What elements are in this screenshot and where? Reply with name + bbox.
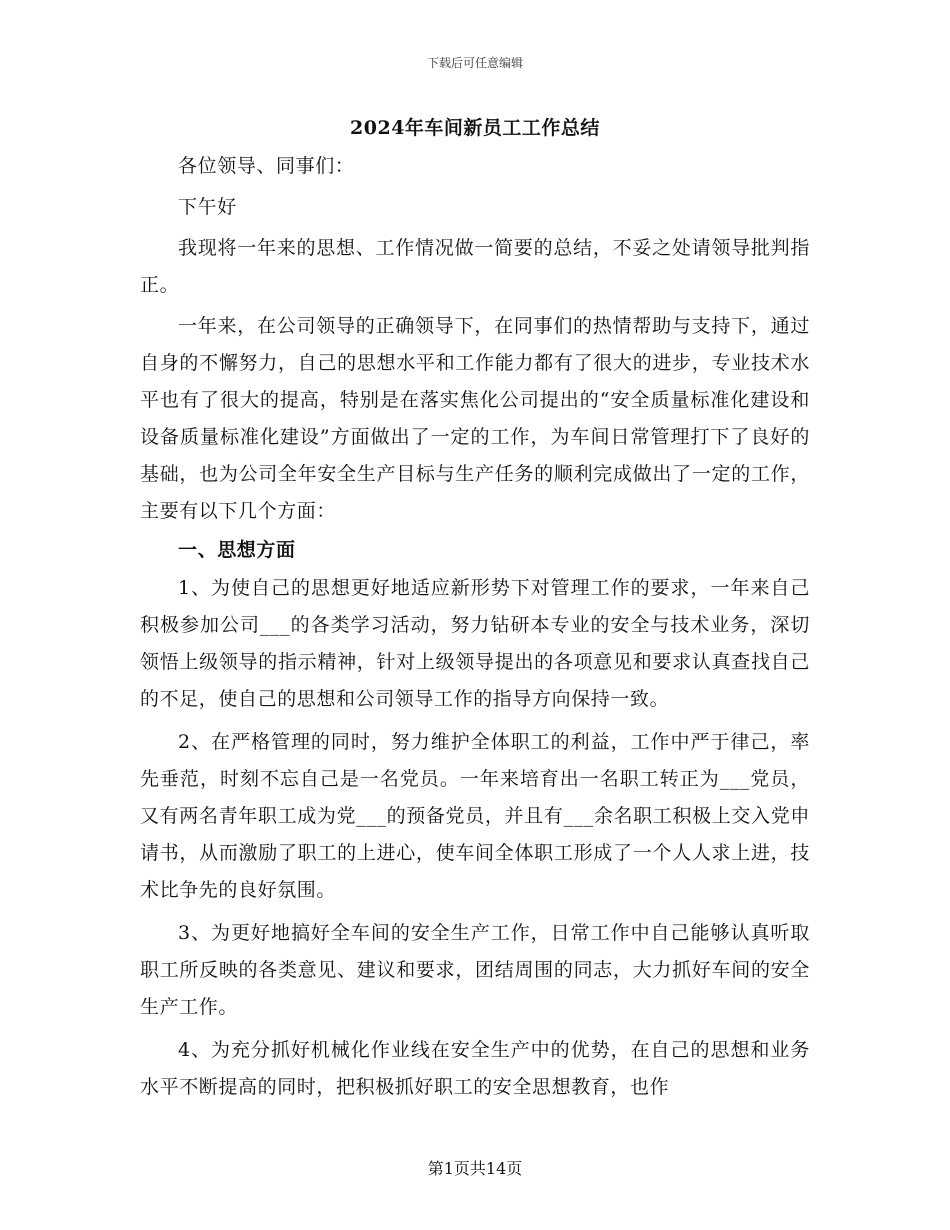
- greeting-paragraph: 各位领导、同事们：: [178, 155, 355, 177]
- document-title: 2024年车间新员工工作总结: [350, 117, 600, 139]
- list-item-4: 4、为充分抓好机械化作业线在安全生产中的优势，在自己的思想和业务水平不断提高的同时，把积极抓好职工的安全思想教育，也作: [140, 1039, 810, 1098]
- intro-paragraph: 我现将一年来的思想、工作情况做一简要的总结，不妥之处请领导批判指正。: [140, 237, 810, 296]
- document-body: [140, 108, 810, 1106]
- salutation-paragraph: 下午好: [178, 196, 237, 218]
- page-header-note: 下载后可任意编辑: [426, 56, 523, 70]
- list-item-3: 3、为更好地搞好全车间的安全生产工作，日常工作中自己能够认真听取职工所反映的各类意见、建议和要求，团结周围的同志，大力抓好车间的安全生产工作。: [140, 922, 810, 1018]
- overview-paragraph: 一年来，在公司领导的正确领导下，在同事们的热情帮助与支持下，通过自身的不懈努力，自己的思想水平和工作能力都有了很大的进步，专业技术水平也有了很大的提高，特别是在落实焦化公司提出的“安全质量标准化建设和设备质量标准化建设”方面做出了一定的工作，为车间日常管理打下了良好的基础，也为公司全年安全生产目标与生产任务的顺利完成做出了一定的工作，主要有以下几个方面：: [140, 315, 810, 522]
- page-number: 第1页共14页: [427, 1159, 523, 1178]
- section-heading-thought: 一、思想方面: [178, 539, 296, 561]
- list-item-2: 2、在严格管理的同时，努力维护全体职工的利益，工作中严于律己，率先垂范，时刻不忘自己是一名党员。一年来培育出一名职工转正为___党员，又有两名青年职工成为党___的预备党员，并且有___余名职工积极上交入党申请书，从而激励了职工的上进心，使车间全体职工形成了一个人人求上进，技术比争先的良好氛围。: [140, 731, 810, 901]
- list-item-1: 1、为使自己的思想更好地适应新形势下对管理工作的要求，一年来自己积极参加公司___的各类学习活动，努力钻研本专业的安全与技术业务，深切领悟上级领导的指示精神，针对上级领导提出的各项意见和要求认真查找自己的不足，使自己的思想和公司领导工作的指导方向保持一致。: [140, 577, 810, 710]
